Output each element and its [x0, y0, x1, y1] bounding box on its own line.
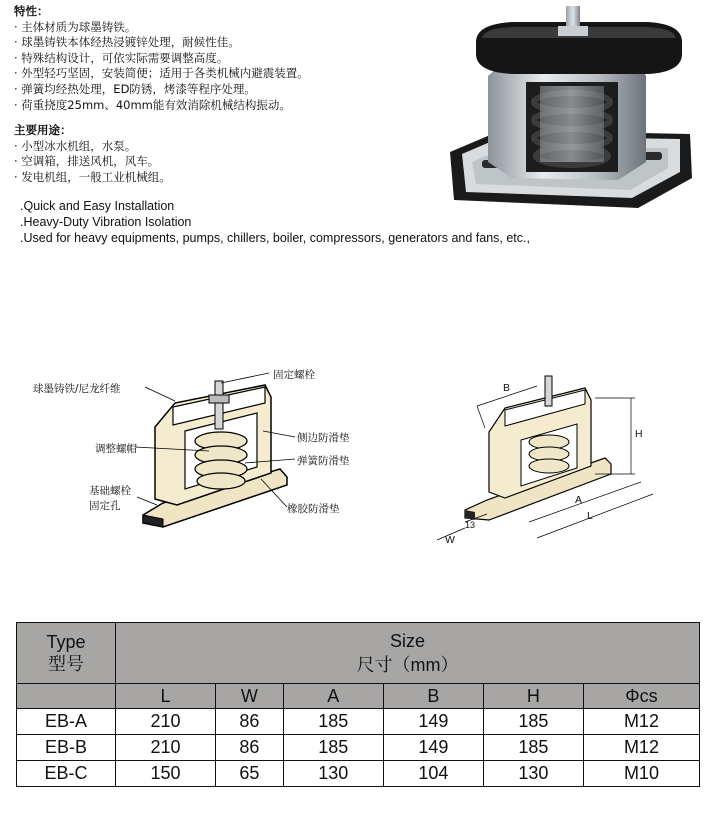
value-cell: 185	[483, 709, 583, 735]
feature-item: · 主体材质为球墨铸铁。	[14, 19, 137, 34]
size-header-cn: 尺寸（mm）	[356, 655, 459, 675]
dim-13-label: 13	[465, 520, 476, 530]
label-fixing-bolt: 固定螺栓	[273, 369, 315, 381]
table-row	[17, 709, 700, 735]
product-photo	[442, 2, 704, 216]
col-header: H	[483, 684, 583, 709]
label-adjust-nut: 调整螺帽	[95, 443, 137, 455]
value-cell: M12	[583, 735, 699, 761]
use-item: · 空调箱，排送风机，风车。	[14, 154, 160, 169]
value-cell: 210	[116, 735, 216, 761]
labeled-diagram	[25, 355, 395, 545]
col-header: A	[283, 684, 383, 709]
value-cell: 149	[383, 735, 483, 761]
spec-table	[16, 622, 700, 787]
dimension-diagram	[425, 370, 695, 560]
value-cell: 86	[216, 709, 284, 735]
value-cell: 210	[116, 709, 216, 735]
dim-h-label: H	[635, 428, 643, 440]
label-spring-pad: 弹簧防滑垫	[297, 455, 350, 467]
value-cell: 130	[283, 761, 383, 787]
use-item: · 发电机组，一般工业机械组。	[14, 169, 171, 184]
value-cell: 104	[383, 761, 483, 787]
dim-w-label: W	[445, 534, 455, 546]
value-cell: 150	[116, 761, 216, 787]
feature-item: · 外型轻巧坚固，安装简便；适用于各类机械内避震装置。	[14, 66, 309, 81]
uses-heading: 主要用途：	[14, 123, 72, 138]
value-cell: 130	[483, 761, 583, 787]
type-cell: EB-C	[17, 761, 116, 787]
dim-b-label: B	[503, 382, 511, 394]
type-cell: EB-A	[17, 709, 116, 735]
table-row	[17, 761, 700, 787]
feature-item: · 球墨铸铁本体经热浸镀锌处理，耐候性佳。	[14, 35, 240, 50]
features-heading: 特性：	[14, 4, 49, 18]
english-line: .Used for heavy equipments, pumps, chillers, boiler, compressors, generators and fans, etc.,	[20, 231, 530, 245]
type-cell: EB-B	[17, 735, 116, 761]
label-side-pad: 侧边防滑垫	[297, 432, 350, 444]
label-body-material: 球墨铸铁/尼龙纤维	[33, 383, 121, 395]
value-cell: 185	[283, 735, 383, 761]
value-cell: 185	[283, 709, 383, 735]
col-header: B	[383, 684, 483, 709]
table-row	[17, 735, 700, 761]
feature-item: · 弹簧均经热处理，ED防锈，烤漆等程序处理。	[14, 81, 256, 96]
dim-a-label: A	[575, 494, 583, 506]
feature-item: · 荷重挠度25mm、40mm能有效消除机械结构振动。	[14, 97, 291, 112]
feature-item: · 特殊结构设计，可依实际需要调整高度。	[14, 50, 229, 65]
value-cell: 185	[483, 735, 583, 761]
features-section	[14, 4, 444, 186]
value-cell: M10	[583, 761, 699, 787]
english-line: .Heavy-Duty Vibration Isolation	[20, 215, 192, 229]
type-header: Type	[46, 632, 86, 652]
col-header: L	[116, 684, 216, 709]
use-item: · 小型冰水机组，水泵。	[14, 138, 137, 153]
size-header: Size	[389, 631, 425, 651]
value-cell: 86	[216, 735, 284, 761]
size-header-cell	[116, 623, 700, 684]
type-header-cell	[17, 623, 116, 684]
dim-l-label: L	[587, 510, 593, 522]
value-cell: 65	[216, 761, 284, 787]
col-header: W	[216, 684, 284, 709]
dimension-drawing	[425, 370, 695, 560]
label-fixing-hole: 固定孔	[89, 500, 121, 512]
type-header-cn: 型号	[48, 654, 84, 674]
value-cell: 149	[383, 709, 483, 735]
english-line: .Quick and Easy Installation	[20, 199, 175, 213]
value-cell: M12	[583, 709, 699, 735]
label-base-bolt: 基础螺栓	[89, 485, 131, 497]
blank-header-cell	[17, 684, 116, 709]
label-rubber-pad: 橡胶防滑垫	[287, 503, 340, 515]
col-header: Φcs	[583, 684, 699, 709]
